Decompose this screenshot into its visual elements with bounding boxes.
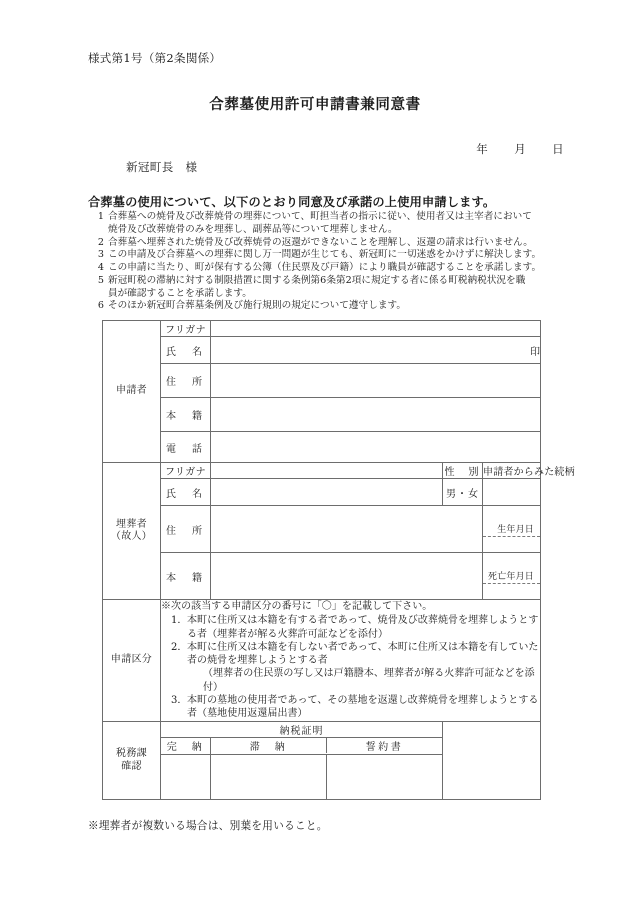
clause-body — [108, 275, 568, 301]
tax-section-label — [103, 721, 161, 799]
application-table — [102, 320, 575, 800]
applicant-section-label: 申請者 — [103, 321, 161, 463]
date-day-label: 日 — [552, 142, 564, 156]
deceased-name-label: 氏 名 — [161, 479, 211, 506]
tax-column-pledge: 誓約書 — [365, 742, 404, 754]
table-row — [103, 479, 541, 506]
clause-line-cont: 員が確認することを承諾します。 — [108, 287, 252, 299]
clause-item — [88, 275, 568, 301]
category-item-line: 本町に住所又は本籍を有する者であって、焼骨及び改葬焼骨を埋葬しようとす — [187, 615, 539, 627]
clause-item — [88, 249, 568, 262]
tax-value-pledge[interactable] — [327, 755, 443, 799]
seal-mark: 印 — [530, 346, 541, 358]
table-row — [103, 398, 541, 432]
table-row — [103, 600, 541, 722]
clause-item — [88, 211, 568, 237]
deceased-label-line2: （故人） — [110, 531, 153, 542]
deceased-furigana-input[interactable] — [211, 463, 443, 479]
applicant-name-input[interactable] — [211, 337, 541, 364]
clause-number: 6 — [97, 300, 105, 312]
deceased-name-input[interactable] — [211, 479, 443, 506]
document-title: 合葬墓使用許可申請書兼同意書 — [209, 96, 421, 113]
deceased-section-label — [103, 463, 161, 600]
table-row — [103, 364, 541, 398]
applicant-address-input[interactable] — [211, 364, 541, 398]
deceased-label-line1: 埋葬者 — [116, 518, 147, 530]
deceased-sex-header: 性 別 — [443, 463, 483, 479]
category-item-line-cont: る者（埋葬者が解る火葬許可証などを添付） — [187, 628, 388, 640]
clause-body: この申請及び合葬墓への埋葬に関し万一問題が生じても、新冠町に一切迷惑をかけずに解決します。 — [108, 249, 542, 261]
category-item-line: 本町に住所又は本籍を有しない者であって、本町に住所又は本籍を有していた — [187, 641, 539, 653]
clause-body: 合葬墓へ埋葬された焼骨及び改葬焼骨の返還ができないことを理解し、返還の請求は行いません。 — [108, 236, 533, 248]
table-row — [103, 321, 541, 337]
tax-value-paid[interactable] — [161, 754, 211, 799]
deceased-furigana-label: フリガナ — [161, 463, 211, 479]
category-options[interactable] — [161, 600, 541, 722]
date-month-label: 月 — [514, 142, 527, 156]
tax-notes-cell[interactable] — [443, 721, 541, 799]
deceased-death-label: 死亡年月日 — [483, 568, 540, 584]
tax-group-header: 納税証明 — [161, 721, 443, 737]
deceased-sex-value[interactable]: 男・女 — [443, 479, 483, 506]
category-item-line-cont: 者の焼骨を埋葬しようとする者 — [187, 655, 328, 667]
category-item[interactable] — [161, 694, 540, 721]
addressee: 新冠町長 様 — [126, 160, 198, 174]
deceased-address-label: 住 所 — [161, 506, 211, 553]
applicant-furigana-label: フリガナ — [161, 321, 211, 337]
deceased-relation-header: 申請者からみた続柄 — [483, 463, 541, 479]
clause-body — [108, 211, 568, 237]
category-note: ※次の該当する申請区分の番号に「〇」を記載して下さい。 — [161, 601, 433, 612]
applicant-name-label: 氏 名 — [161, 337, 211, 364]
table-row — [103, 432, 541, 463]
category-item-line: 本町の墓地の使用者であって、その墓地を返還し改葬焼骨を埋葬しようとする — [187, 695, 539, 707]
tax-column-paid: 完 納 — [161, 737, 211, 754]
clause-line: 新冠町税の滞納に対する制限措置に関する条例第6条第2項に規定する者に係る町税納税状況を職 — [108, 274, 526, 286]
category-section-label: 申請区分 — [103, 600, 161, 722]
deceased-death-cell[interactable] — [483, 553, 541, 600]
tax-label-line1: 税務課 — [116, 747, 147, 759]
date-line — [476, 141, 564, 157]
clause-line: 合葬墓への焼骨及び改葬焼骨の埋葬について、町担当者の指示に従い、使用者又は主宰者において — [108, 211, 532, 222]
deceased-domicile-label: 本 籍 — [161, 553, 211, 600]
clause-list — [88, 211, 568, 313]
deceased-relation-input[interactable] — [483, 479, 541, 506]
table-row — [103, 463, 541, 479]
category-item[interactable] — [161, 641, 540, 668]
applicant-phone-input[interactable] — [211, 432, 541, 463]
clause-number: 4 — [97, 262, 105, 273]
category-item-number: 1． — [171, 615, 188, 627]
date-year-label: 年 — [476, 142, 489, 156]
clause-number: 1 — [97, 211, 105, 222]
tax-columns-rest — [211, 737, 443, 754]
lead-statement: 合葬墓の使用について、以下のとおり同意及び承諾の上使用申請します。 — [88, 195, 496, 209]
clause-number: 5 — [97, 274, 105, 286]
category-item-body — [187, 694, 540, 721]
applicant-domicile-input[interactable] — [211, 398, 541, 432]
table-row — [103, 506, 541, 553]
deceased-address-input[interactable] — [211, 506, 483, 553]
table-row — [103, 337, 541, 364]
tax-values-rest — [211, 754, 443, 799]
clause-item — [88, 262, 568, 275]
category-item-number: 3． — [171, 695, 188, 707]
tax-column-unpaid: 滞 納 — [211, 738, 327, 753]
clause-item — [88, 300, 568, 313]
clause-item — [88, 237, 568, 250]
category-item-number: 2． — [171, 641, 188, 653]
category-item-body — [187, 641, 540, 668]
form-number: 様式第1号（第2条関係） — [88, 51, 222, 65]
table-row — [103, 721, 541, 737]
tax-label-line2: 確認 — [121, 761, 142, 773]
clause-body: この申請に当たり、町が保有する公簿（住民票及び戸籍）により職員が確認することを承諾します。 — [108, 262, 542, 273]
tax-value-unpaid[interactable] — [211, 755, 327, 799]
deceased-domicile-input[interactable] — [211, 553, 483, 600]
applicant-furigana-input[interactable] — [211, 321, 541, 337]
clause-body: そのほか新冠町合葬墓条例及び施行規則の規定について遵守します。 — [108, 300, 406, 312]
clause-line-cont: 焼骨及び改葬焼骨のみを埋葬し、副葬品等について埋葬しません。 — [108, 223, 398, 235]
applicant-phone-label: 電 話 — [161, 432, 211, 463]
category-item-subnote: （埋葬者の住民票の写し又は戸籍謄本、埋葬者が解る火葬許可証などを添付） — [203, 668, 535, 693]
applicant-domicile-label: 本 籍 — [161, 398, 211, 432]
category-item-body — [187, 614, 540, 641]
applicant-address-label: 住 所 — [161, 364, 211, 398]
table-row — [103, 553, 541, 600]
category-item-line-cont: 者（墓地使用返還届出書） — [187, 708, 308, 720]
category-item[interactable] — [161, 614, 540, 641]
footnote: ※埋葬者が複数いる場合は、別葉を用いること。 — [88, 820, 328, 832]
clause-number: 3 — [97, 249, 105, 261]
deceased-birth-cell[interactable] — [483, 506, 541, 553]
deceased-birth-label: 生年月日 — [483, 521, 540, 537]
clause-number: 2 — [97, 236, 105, 248]
